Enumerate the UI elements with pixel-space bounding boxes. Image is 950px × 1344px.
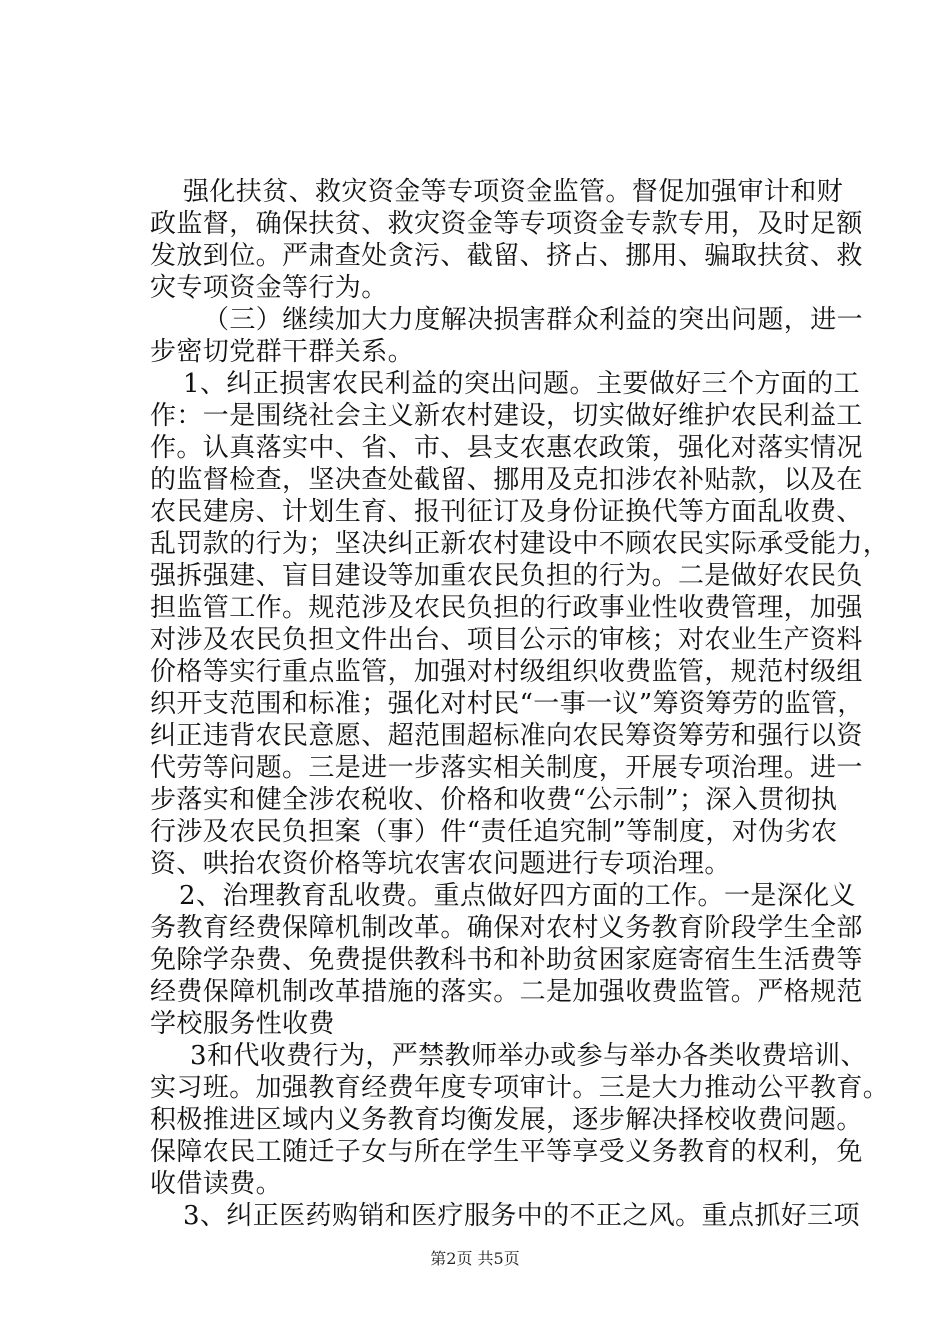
- text-line: 农民建房、计划生育、报刊征订及身份证换代等方面乱收费、: [150, 497, 863, 527]
- page-footer: 第2页 共5页: [430, 1249, 520, 1268]
- text-line: 免除学杂费、免费提供教科书和补助贫困家庭寄宿生生活费等: [150, 945, 863, 975]
- text-line: 1、纠正损害农民利益的突出问题。主要做好三个方面的工: [183, 369, 860, 399]
- text-line: 担监管工作。规范涉及农民负担的行政事业性收费管理，加强: [150, 593, 863, 623]
- text-line: 2、治理教育乱收费。重点做好四方面的工作。一是深化义: [179, 881, 856, 911]
- text-line: 政监督，确保扶贫、救灾资金等专项资金专款专用，及时足额: [150, 209, 863, 239]
- text-line: 强拆强建、盲目建设等加重农民负担的行为。二是做好农民负: [150, 561, 863, 591]
- text-line: 务教育经费保障机制改革。确保对农村义务教育阶段学生全部: [150, 913, 863, 943]
- text-line: 收借读费。: [150, 1169, 283, 1199]
- text-line: 经费保障机制改革措施的落实。二是加强收费监管。严格规范: [150, 977, 863, 1007]
- text-line: 强化扶贫、救灾资金等专项资金监管。督促加强审计和财: [183, 177, 844, 207]
- text-line: 价格等实行重点监管，加强对村级组织收费监管，规范村级组: [150, 657, 863, 687]
- text-line: 实习班。加强教育经费年度专项审计。三是大力推动公平教育。: [150, 1073, 890, 1103]
- text-line: 3、纠正医药购销和医疗服务中的不正之风。重点抓好三项: [183, 1201, 860, 1231]
- text-line: 发放到位。严肃查处贪污、截留、挤占、挪用、骗取扶贫、救: [150, 241, 863, 271]
- text-line: 保障农民工随迁子女与所在学生平等享受义务教育的权利，免: [150, 1137, 863, 1167]
- text-line: 行涉及农民负担案（事）件“责任追究制”等制度，对伪劣农: [150, 817, 838, 847]
- text-line: 的监督检查，坚决查处截留、挪用及克扣涉农补贴款，以及在: [150, 465, 863, 495]
- text-line: 作。认真落实中、省、市、县支农惠农政策，强化对落实情况: [150, 433, 863, 463]
- text-line: 积极推进区域内义务教育均衡发展，逐步解决择校收费问题。: [150, 1105, 863, 1135]
- text-line: 学校服务性收费: [150, 1009, 335, 1039]
- text-line: 步落实和健全涉农税收、价格和收费“公示制”；深入贯彻执: [150, 785, 838, 815]
- text-line: 资、哄抬农资价格等坑农害农问题进行专项治理。: [150, 849, 731, 879]
- text-line: 3和代收费行为，严禁教师举办或参与举办各类收费培训、: [190, 1041, 867, 1071]
- text-line: 步密切党群干群关系。: [150, 337, 415, 367]
- text-line: 纠正违背农民意愿、超范围超标准向农民筹资筹劳和强行以资: [150, 721, 863, 751]
- text-line: 乱罚款的行为；坚决纠正新农村建设中不顾农民实际承受能力，: [150, 529, 890, 559]
- text-line: 代劳等问题。三是进一步落实相关制度，开展专项治理。进一: [150, 753, 863, 783]
- text-line: 织开支范围和标准；强化对村民“一事一议”筹资筹劳的监管，: [150, 689, 864, 719]
- text-line: 对涉及农民负担文件出台、项目公示的审核；对农业生产资料: [150, 625, 863, 655]
- text-line: 作：一是围绕社会主义新农村建设，切实做好维护农民利益工: [150, 401, 863, 431]
- text-line: 灾专项资金等行为。: [150, 273, 388, 303]
- text-line: （三）继续加大力度解决损害群众利益的突出问题，进一: [203, 305, 864, 335]
